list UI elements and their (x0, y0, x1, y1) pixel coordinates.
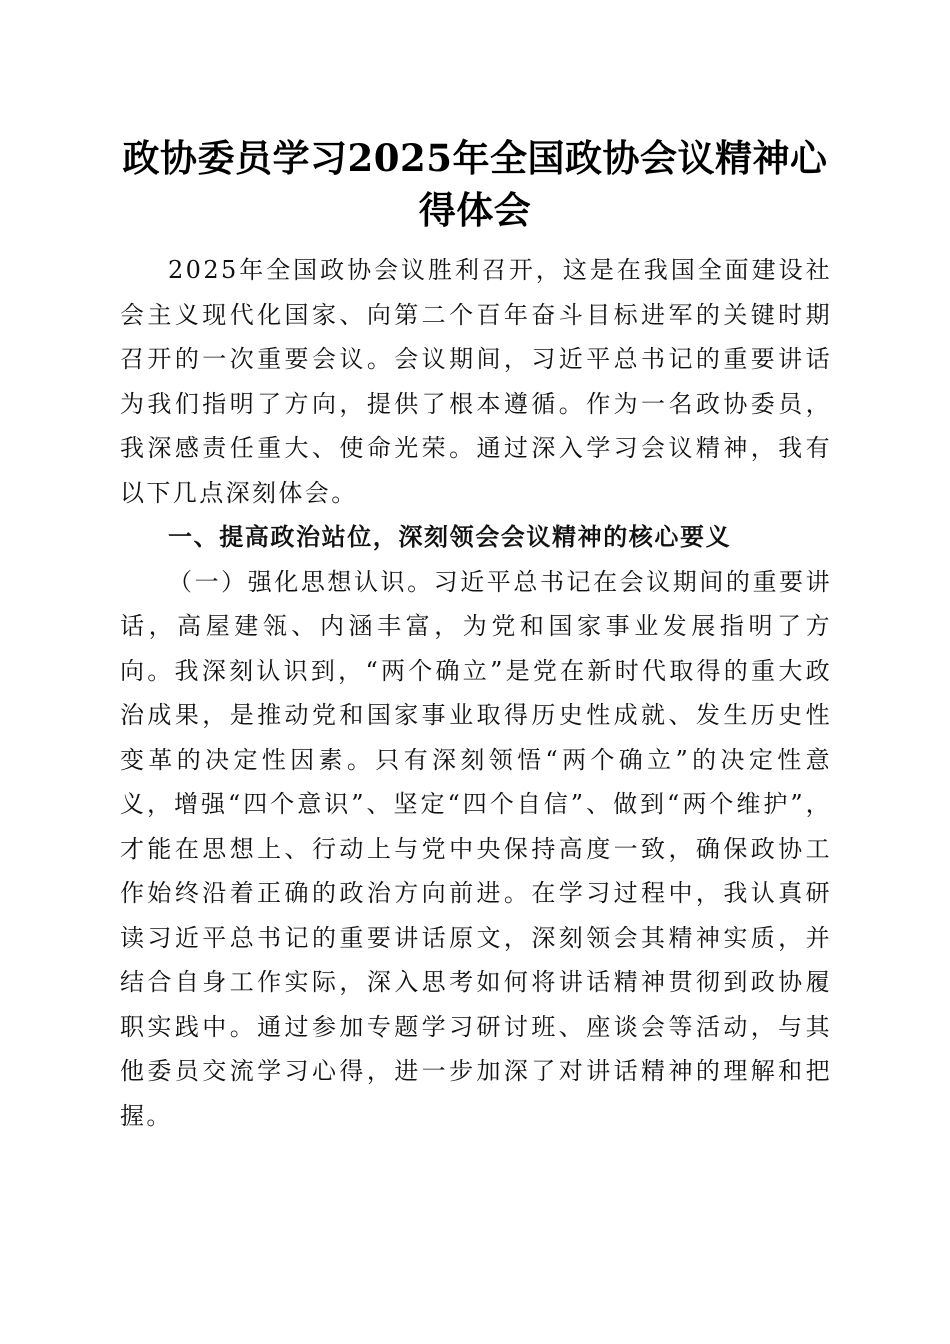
section-heading: 一、提高政治站位，深刻领会会议精神的核心要义 (168, 523, 732, 551)
intro-paragraph: 2025年全国政协会议胜利召开，这是在我国全面建设社会主义现代化国家、向第二个百年奋斗目标进军的关键时期召开的一次重要会议。会议期间，习近平总书记的重要讲话为我们指明了方向，提供了根本遵循。作为一名政协委员，我深感责任重大、使命光荣。通过深入学习会议精神，我有以下几点深刻体会。 (120, 256, 832, 507)
subsection-paragraph (120, 560, 832, 1139)
subsection-text: 习近平总书记在会议期间的重要讲话，高屋建瓴、内涵丰富，为党和国家事业发展指明了方向。我深刻认识到，“两个确立”是党在新时代取得的重大政治成果，是推动党和国家事业取得历史性成就、发生历史性变革的决定性因素。只有深刻领悟“两个确立”的决定性意义，增强“四个意识”、坚定“四个自信”、做到“两个维护”，才能在思想上、行动上与党中央保持高度一致，确保政协工作始终沿着正确的政治方向前进。在学习过程中，我认真研读习近平总书记的重要讲话原文，深刻领会其精神实质，并结合自身工作实际，深入思考如何将讲话精神贯彻到政协履职实践中。通过参加专题学习研讨班、座谈会等活动，与其他委员交流学习心得，进一步加深了对讲话精神的理解和把握。 (120, 567, 833, 1130)
document-title: 政协委员学习2025年全国政协会议精神心得体会 (122, 136, 828, 232)
document-body (120, 248, 832, 1138)
subsection-heading: （一）强化思想认识。 (168, 567, 434, 596)
